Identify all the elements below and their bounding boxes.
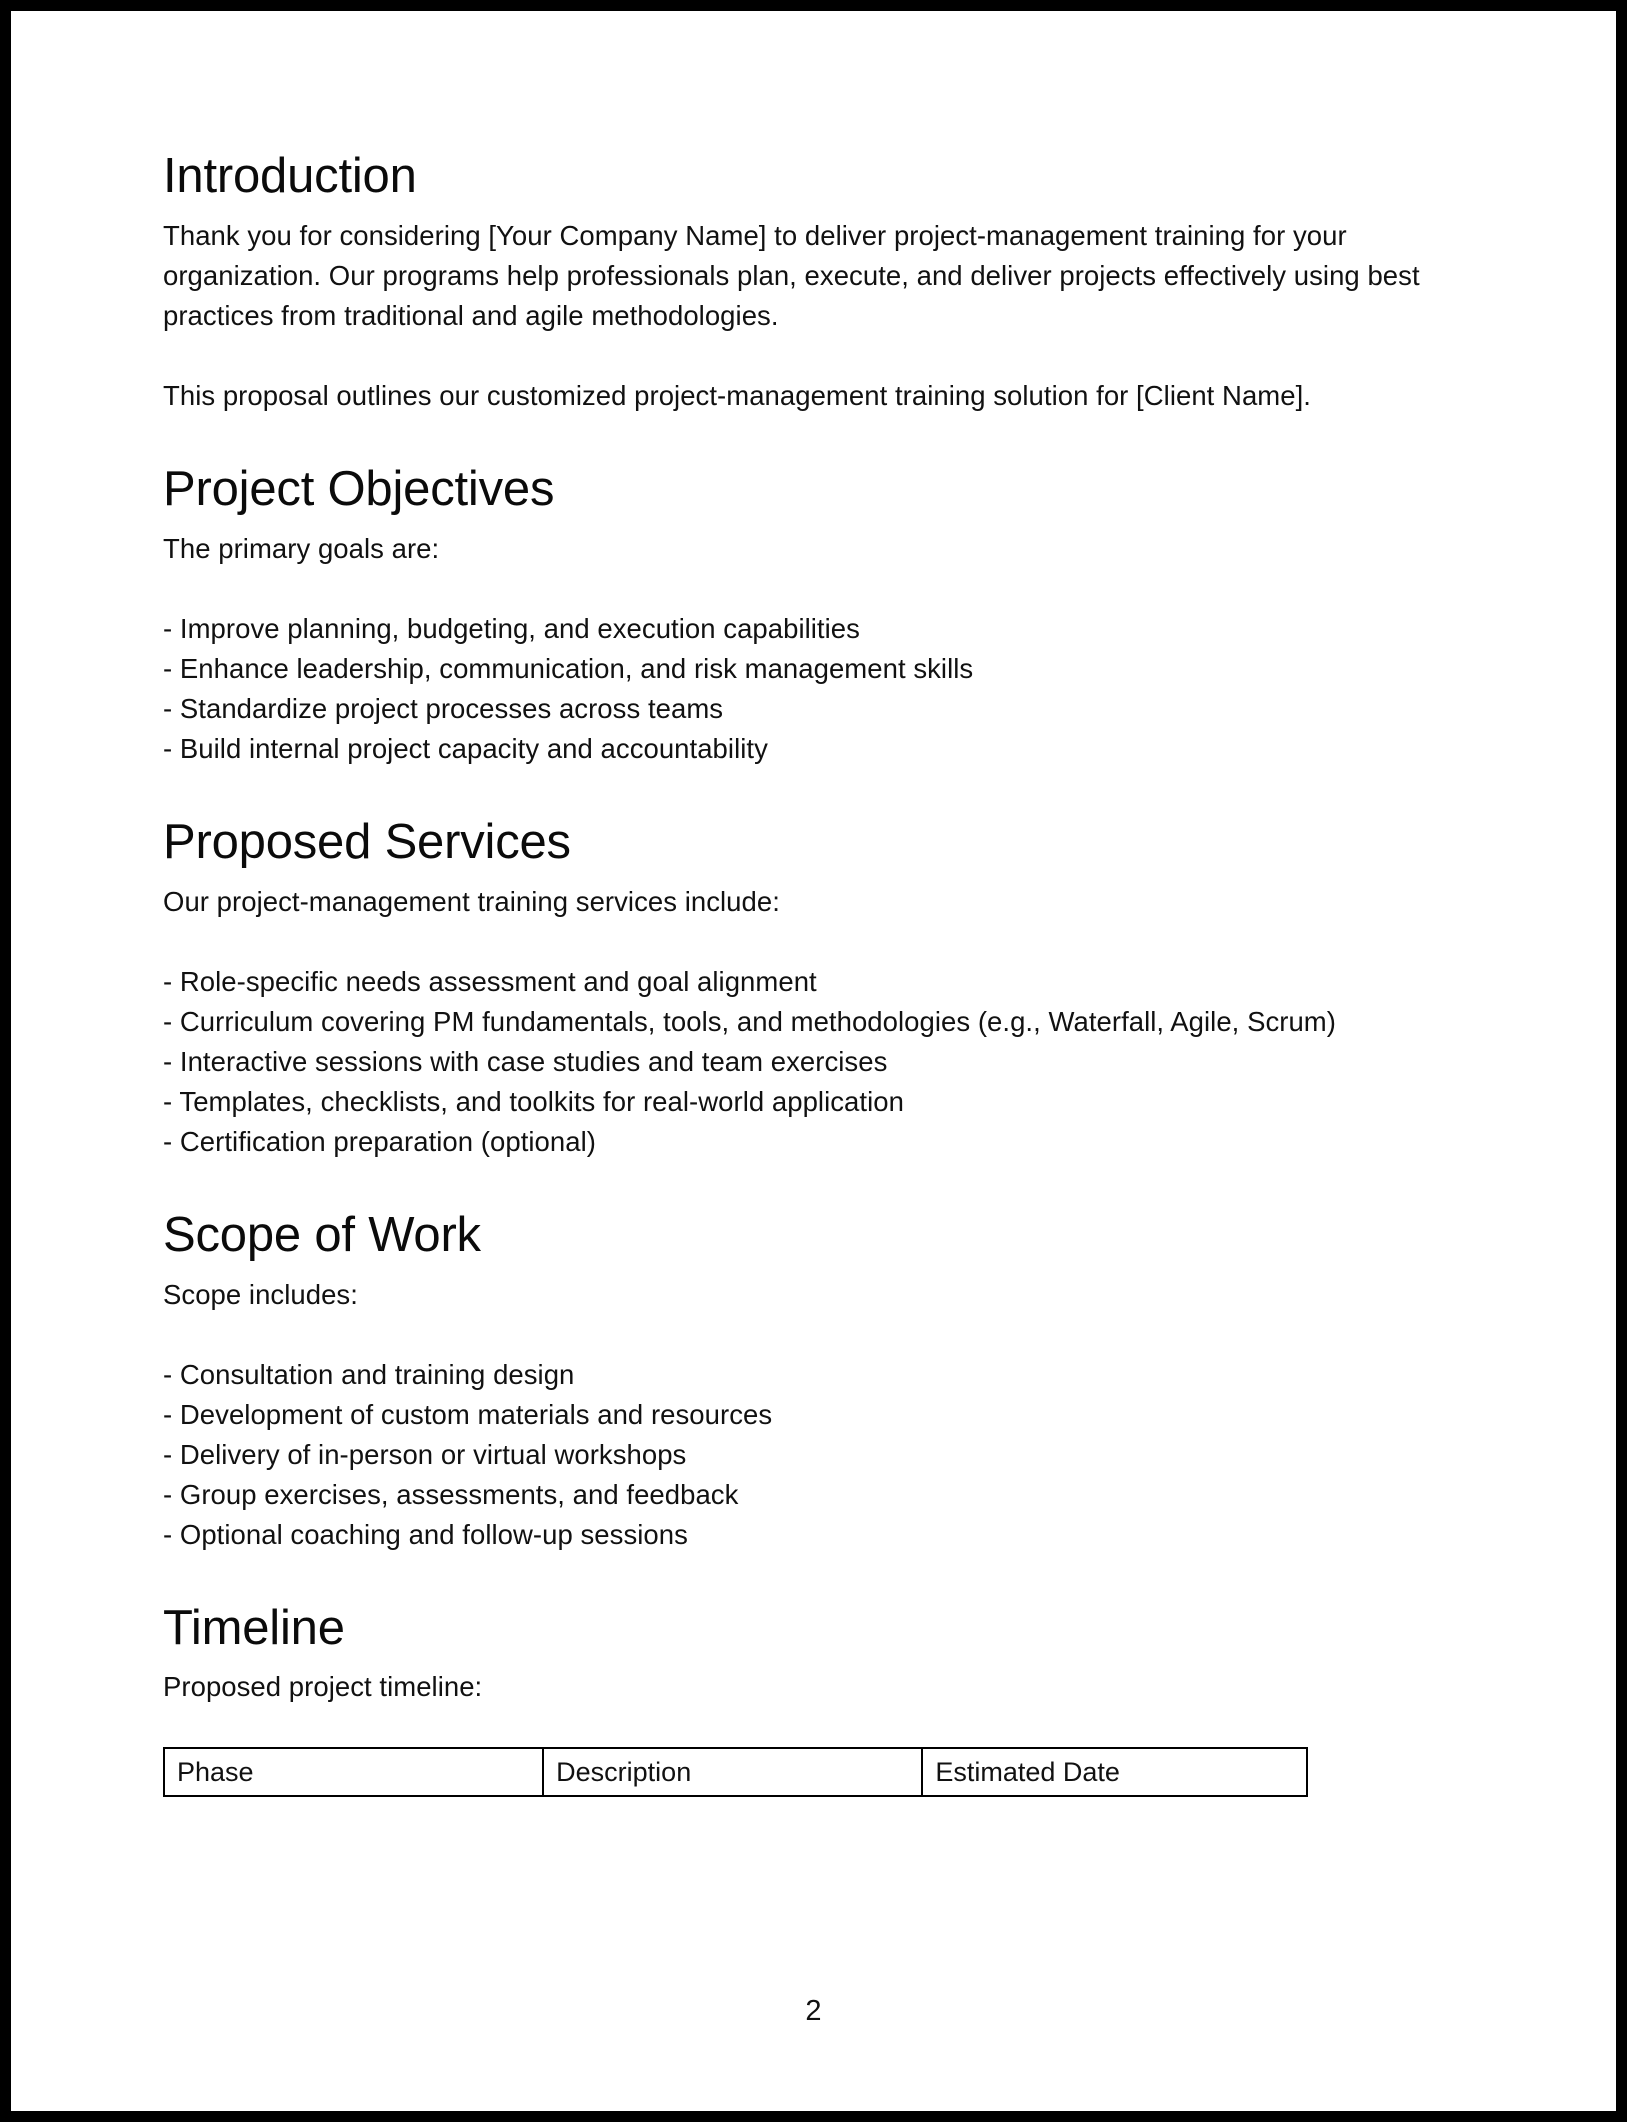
column-header-estimated-date: Estimated Date [922,1748,1307,1796]
list-proposed-services [163,962,1453,1162]
heading-introduction: Introduction [163,149,417,203]
section-scope-of-work [163,1208,1453,1555]
page-number: 2 [805,1995,822,2027]
list-item: - Curriculum covering PM fundamentals, tools, and methodologies (e.g., Waterfall, Agile, Scrum) [163,1005,1336,1037]
lead-proposed-services: Our project-management training services include: [163,885,780,917]
heading-proposed-services: Proposed Services [163,814,571,869]
list-item: - Standardize project processes across teams [163,692,724,724]
list-item: - Group exercises, assessments, and feedback [163,1478,739,1510]
list-item: - Development of custom materials and resources [163,1398,773,1430]
heading-timeline: Timeline [163,1600,345,1655]
list-item: - Build internal project capacity and accountability [163,732,768,764]
column-header-phase: Phase [164,1748,543,1796]
list-item: - Improve planning, budgeting, and execution capabilities [163,612,860,644]
page-sheet [11,11,1616,2111]
lead-scope-of-work: Scope includes: [163,1278,358,1310]
paragraph-introduction-1: Thank you for considering [Your Company Name] to deliver project-management training for your organization. Our programs help professionals plan, execute, and deliver projects effectively using best practices from traditional and agile methodologies. [163,219,1420,331]
list-item: - Templates, checklists, and toolkits for real-world application [163,1085,904,1117]
heading-scope-of-work: Scope of Work [163,1207,481,1262]
document-content [163,149,1453,1797]
list-item: - Optional coaching and follow-up sessions [163,1518,688,1550]
section-introduction [163,149,1453,416]
lead-project-objectives: The primary goals are: [163,532,440,564]
list-item: - Consultation and training design [163,1358,575,1390]
list-item: - Enhance leadership, communication, and risk management skills [163,652,974,684]
section-proposed-services [163,815,1453,1162]
heading-project-objectives: Project Objectives [163,461,555,516]
list-scope-of-work [163,1355,1453,1555]
list-item: - Delivery of in-person or virtual workshops [163,1438,687,1470]
list-item: - Role-specific needs assessment and goal alignment [163,965,817,997]
lead-timeline: Proposed project timeline: [163,1671,483,1703]
section-project-objectives [163,462,1453,769]
list-project-objectives [163,609,1453,769]
list-item: - Interactive sessions with case studies and team exercises [163,1045,888,1077]
section-timeline [163,1601,1453,1798]
paragraph-introduction-2: This proposal outlines our customized project-management training solution for [Client Name]. [163,379,1311,411]
list-item: - Certification preparation (optional) [163,1125,596,1157]
table-header-row [164,1748,1307,1796]
timeline-table [163,1747,1308,1797]
column-header-description: Description [543,1748,922,1796]
